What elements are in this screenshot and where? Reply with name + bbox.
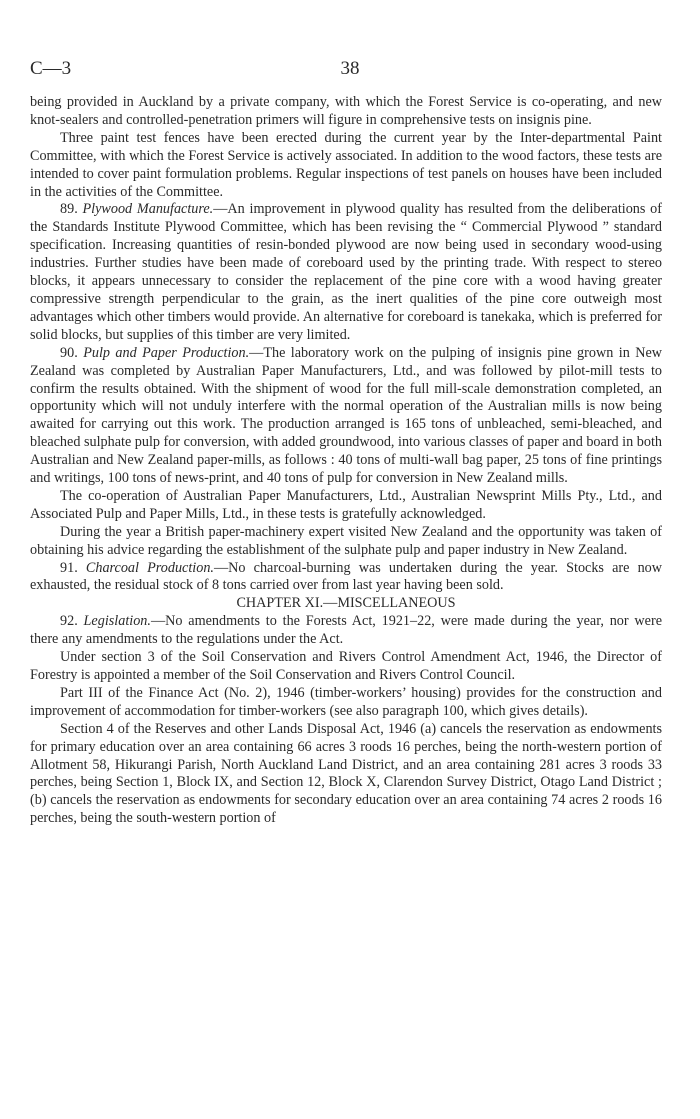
paragraph-text: During the year a British paper-machinery expert visited New Zealand and the opportunity was taken of obtaining his advice regarding the establishment of the sulphate pulp and paper industry in New Zealand. xyxy=(30,523,662,558)
paragraph-heading: Legislation. xyxy=(83,613,151,630)
paragraph-text: Section 4 of the Reserves and other Lands Disposal Act, 1946 (a) cancels the reservation as endowments for primary education over an area containing 66 acres 3 roods 16 perches, being the north-western portion of Allotment 58, Hikurangi Parish, North Auckland Land District, and an area containing 281 acres 3 roods 33 perches, being Section 1, Block IX, and Section 12, Block X, Clarendon Survey District, Otago Land District ; (b) cancels the reservation as endowments for secondary education over an area containing 74 acres 2 roods 16 perches, being the south-western portion of xyxy=(30,720,662,827)
paragraph-text: Under section 3 of the Soil Conservation and Rivers Control Amendment Act, 1946, the Director of Forestry is appointed a member of the Soil Conservation and Rivers Control Council. xyxy=(30,649,662,683)
paragraph-heading: Charcoal Production. xyxy=(85,559,214,576)
paragraph-number: 90. xyxy=(60,344,78,361)
paragraph-91-charcoal xyxy=(30,560,662,596)
paragraph-92-legislation xyxy=(30,613,662,649)
paragraph-text: —No charcoal-burning was undertaken during the year. Stocks are now exhausted, the residual stock of 8 tons carried over from last year having been sold. xyxy=(30,559,662,594)
paragraph-number: 91. xyxy=(60,559,78,576)
page-header xyxy=(30,58,670,82)
page-body xyxy=(30,94,662,828)
paragraph-text: —The laboratory work on the pulping of insignis pine grown in New Zealand was completed by Australian Paper Manufacturers, Ltd., and was followed by pilot-mill tests to confirm the results obtained. With the shipment of wood for the full mill-scale demonstration completed, an opportunity which will not unduly interfere with the normal operation of the Australian mills is now being awaited for carrying out this work. The production arranged is 165 tons of unbleached, semi-bleached, and bleached sulphate pulp for conversion, with added groundwood, into various classes of paper and board in both Australian and New Zealand paper-mills, as follows : 40 tons of multi-wall bag paper, 25 tons of fine printings and writings, 100 tons of news-print, and 40 tons of pulp for conversion in New Zealand mills. xyxy=(30,344,663,487)
paragraph-paint-tests xyxy=(30,130,662,202)
paragraph-heading: Pulp and Paper Production. xyxy=(83,344,250,361)
document-reference: C—3 xyxy=(30,58,72,79)
paragraph-90-pulp-paper xyxy=(30,345,662,488)
paragraph-text: The co-operation of Australian Paper Manufacturers, Ltd., Australian Newsprint Mills Pty., Ltd., and Associated Pulp and Paper Mills, Ltd., in these tests is gratefully acknowledged. xyxy=(30,487,662,522)
paragraph-british-expert xyxy=(30,524,662,560)
paragraph-continuation xyxy=(30,94,662,130)
paragraph-cooperation xyxy=(30,488,662,524)
paragraph-text: —An improvement in plywood quality has resulted from the deliberations of the Standards Institute Plywood Committee, which has been revising the “ Commercial Plywood ” standard specification. Increasing quantities of resin-bonded plywood are now being used in secondary wood-using industries. Further studies have been made of coreboard used by the printing trade. With respect to stereo blocks, it appears unnecessary to consider the replacement of the pine core with a wood having greater compressive strength perpendicular to the grain, as the inert qualities of the pine core outweigh most advantages which other timbers would provide. An alternative for coreboard is tanekaka, which is preferred for solid blocks, but supplies of this timber are very limited. xyxy=(30,201,662,343)
paragraph-text: Part III of the Finance Act (No. 2), 1946 (timber-workers’ housing) provides for the construction and improvement of accommodation for timber-workers (see also paragraph 100, which gives details). xyxy=(30,684,662,719)
paragraph-number: 89. xyxy=(60,201,78,218)
paragraph-number: 92. xyxy=(60,613,78,630)
page-number: 38 xyxy=(340,58,360,79)
paragraph-text: —No amendments to the Forests Act, 1921–22, were made during the year, nor were there any amendments to the regulations under the Act. xyxy=(30,613,663,648)
chapter-heading: CHAPTER XI.—MISCELLANEOUS xyxy=(236,595,456,612)
paragraph-soil-conservation xyxy=(30,649,662,685)
paragraph-reserves-act xyxy=(30,721,662,828)
paragraph-finance-act xyxy=(30,685,662,721)
paragraph-text: Three paint test fences have been erected during the current year by the Inter-departmental Paint Committee, with which the Forest Service is actively associated. In addition to the wood factors, these tests are intended to cover paint formulation problems. Regular inspections of test panels on houses have been included in the activities of the Committee. xyxy=(30,129,662,200)
paragraph-89-plywood xyxy=(30,201,662,344)
paragraph-heading: Plywood Manufacture. xyxy=(82,201,214,218)
paragraph-text: being provided in Auckland by a private company, with which the Forest Service is co-operating, and new knot-sealers and controlled-penetration primers will figure in comprehensive tests on insignis pine. xyxy=(30,94,662,128)
